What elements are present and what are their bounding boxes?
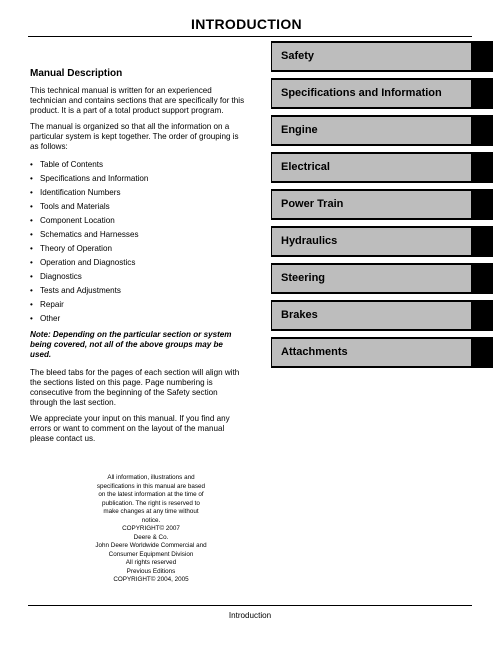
copyright-line: All information, illustrations and (107, 474, 195, 481)
section-tab-label: Engine (281, 124, 318, 136)
section-tab-label: Specifications and Information (281, 87, 442, 99)
bullet-icon: • (30, 216, 33, 225)
bullet-icon: • (30, 272, 33, 281)
copyright-line: make changes at any time without (103, 508, 199, 515)
list-item (30, 284, 245, 298)
copyright-notice (72, 474, 230, 585)
list-item (30, 242, 245, 256)
copyright-line: notice. (141, 516, 161, 524)
note-text: Note: Depending on the particular section or system being covered, not all of the above groups may be used. (30, 330, 232, 359)
list-item (30, 298, 245, 312)
copyright-line: John Deere Worldwide Commercial and (95, 542, 207, 549)
page-title: INTRODUCTION (191, 16, 302, 32)
section-tab[interactable] (271, 41, 493, 72)
bullet-icon: • (30, 174, 33, 183)
section-tab-label: Electrical (281, 161, 330, 173)
list-item (30, 312, 245, 326)
list-item-label: Specifications and Information (40, 174, 149, 183)
list-item-label: Identification Numbers (40, 188, 121, 197)
list-item (30, 186, 245, 200)
copyright-line: COPYRIGHT© 2007 (122, 525, 180, 532)
feedback-paragraph: We appreciate your input on this manual. If you find any errors or want to comment on the layout of the manual please contact us. (30, 414, 230, 443)
bullet-icon: • (30, 160, 33, 169)
list-item (30, 270, 245, 284)
list-item (30, 158, 245, 172)
section-tabs (271, 41, 493, 374)
list-item-label: Other (40, 314, 61, 323)
bullet-icon: • (30, 300, 33, 309)
section-tab-label: Hydraulics (281, 235, 338, 247)
list-item-label: Tests and Adjustments (40, 286, 121, 295)
bleed-tabs-paragraph: The bleed tabs for the pages of each section will align with the sections listed on this page. Page numbering is consecutive from the beginning of the Safety section through the last section. (30, 368, 240, 407)
list-item (30, 214, 245, 228)
bullet-icon: • (30, 314, 33, 323)
section-tab-label: Attachments (281, 346, 348, 358)
list-item-label: Repair (40, 300, 64, 309)
list-item-label: Operation and Diagnostics (40, 258, 136, 267)
section-tab[interactable] (271, 115, 493, 146)
list-item-label: Schematics and Harnesses (40, 230, 139, 239)
copyright-line: publication. The right is reserved to (102, 499, 200, 507)
section-tab-label: Safety (281, 50, 315, 62)
footer-section-label: Introduction (228, 611, 272, 620)
section-tab[interactable] (271, 152, 493, 183)
list-item (30, 228, 245, 242)
list-item-label: Table of Contents (40, 160, 103, 169)
section-tab[interactable] (271, 300, 493, 331)
list-item (30, 200, 245, 214)
section-tab[interactable] (271, 226, 493, 257)
copyright-line: All rights reserved (125, 559, 177, 566)
list-item-label: Theory of Operation (40, 244, 112, 253)
section-tab-label: Power Train (281, 198, 344, 210)
section-tab[interactable] (271, 263, 493, 294)
title-divider (28, 36, 472, 37)
bullet-icon: • (30, 202, 33, 211)
section-tab-label: Steering (281, 272, 326, 284)
copyright-line: on the latest information at the time of (98, 491, 204, 498)
bullet-icon: • (30, 188, 33, 197)
list-item-label: Tools and Materials (40, 202, 110, 211)
copyright-line: Consumer Equipment Division (108, 550, 194, 558)
section-tab[interactable] (271, 189, 493, 220)
copyright-line: specifications in this manual are based (96, 482, 206, 490)
section-tab[interactable] (271, 78, 493, 109)
bullet-icon: • (30, 244, 33, 253)
manual-description (30, 68, 245, 450)
list-item-label: Component Location (40, 216, 115, 225)
bullet-icon: • (30, 230, 33, 239)
bullet-icon: • (30, 258, 33, 267)
section-heading: Manual Description (30, 68, 123, 79)
organization-paragraph: The manual is organized so that all the information on a particular system is kept together. The order of grouping is as follows: (30, 122, 239, 151)
section-tab[interactable] (271, 337, 493, 368)
copyright-line: COPYRIGHT© 2004, 2005 (113, 576, 189, 583)
list-item-label: Diagnostics (40, 272, 82, 281)
footer-divider (28, 605, 472, 606)
list-item (30, 256, 245, 270)
grouping-list (30, 158, 245, 326)
list-item (30, 172, 245, 186)
bullet-icon: • (30, 286, 33, 295)
copyright-line: Deere & Co. (133, 533, 169, 541)
copyright-line: Previous Editions (126, 567, 176, 575)
section-tab-label: Brakes (281, 309, 318, 321)
intro-paragraph: This technical manual is written for an experienced technician and contains sections that are specifically for this product. It is a part of a total product support program. (30, 86, 245, 115)
